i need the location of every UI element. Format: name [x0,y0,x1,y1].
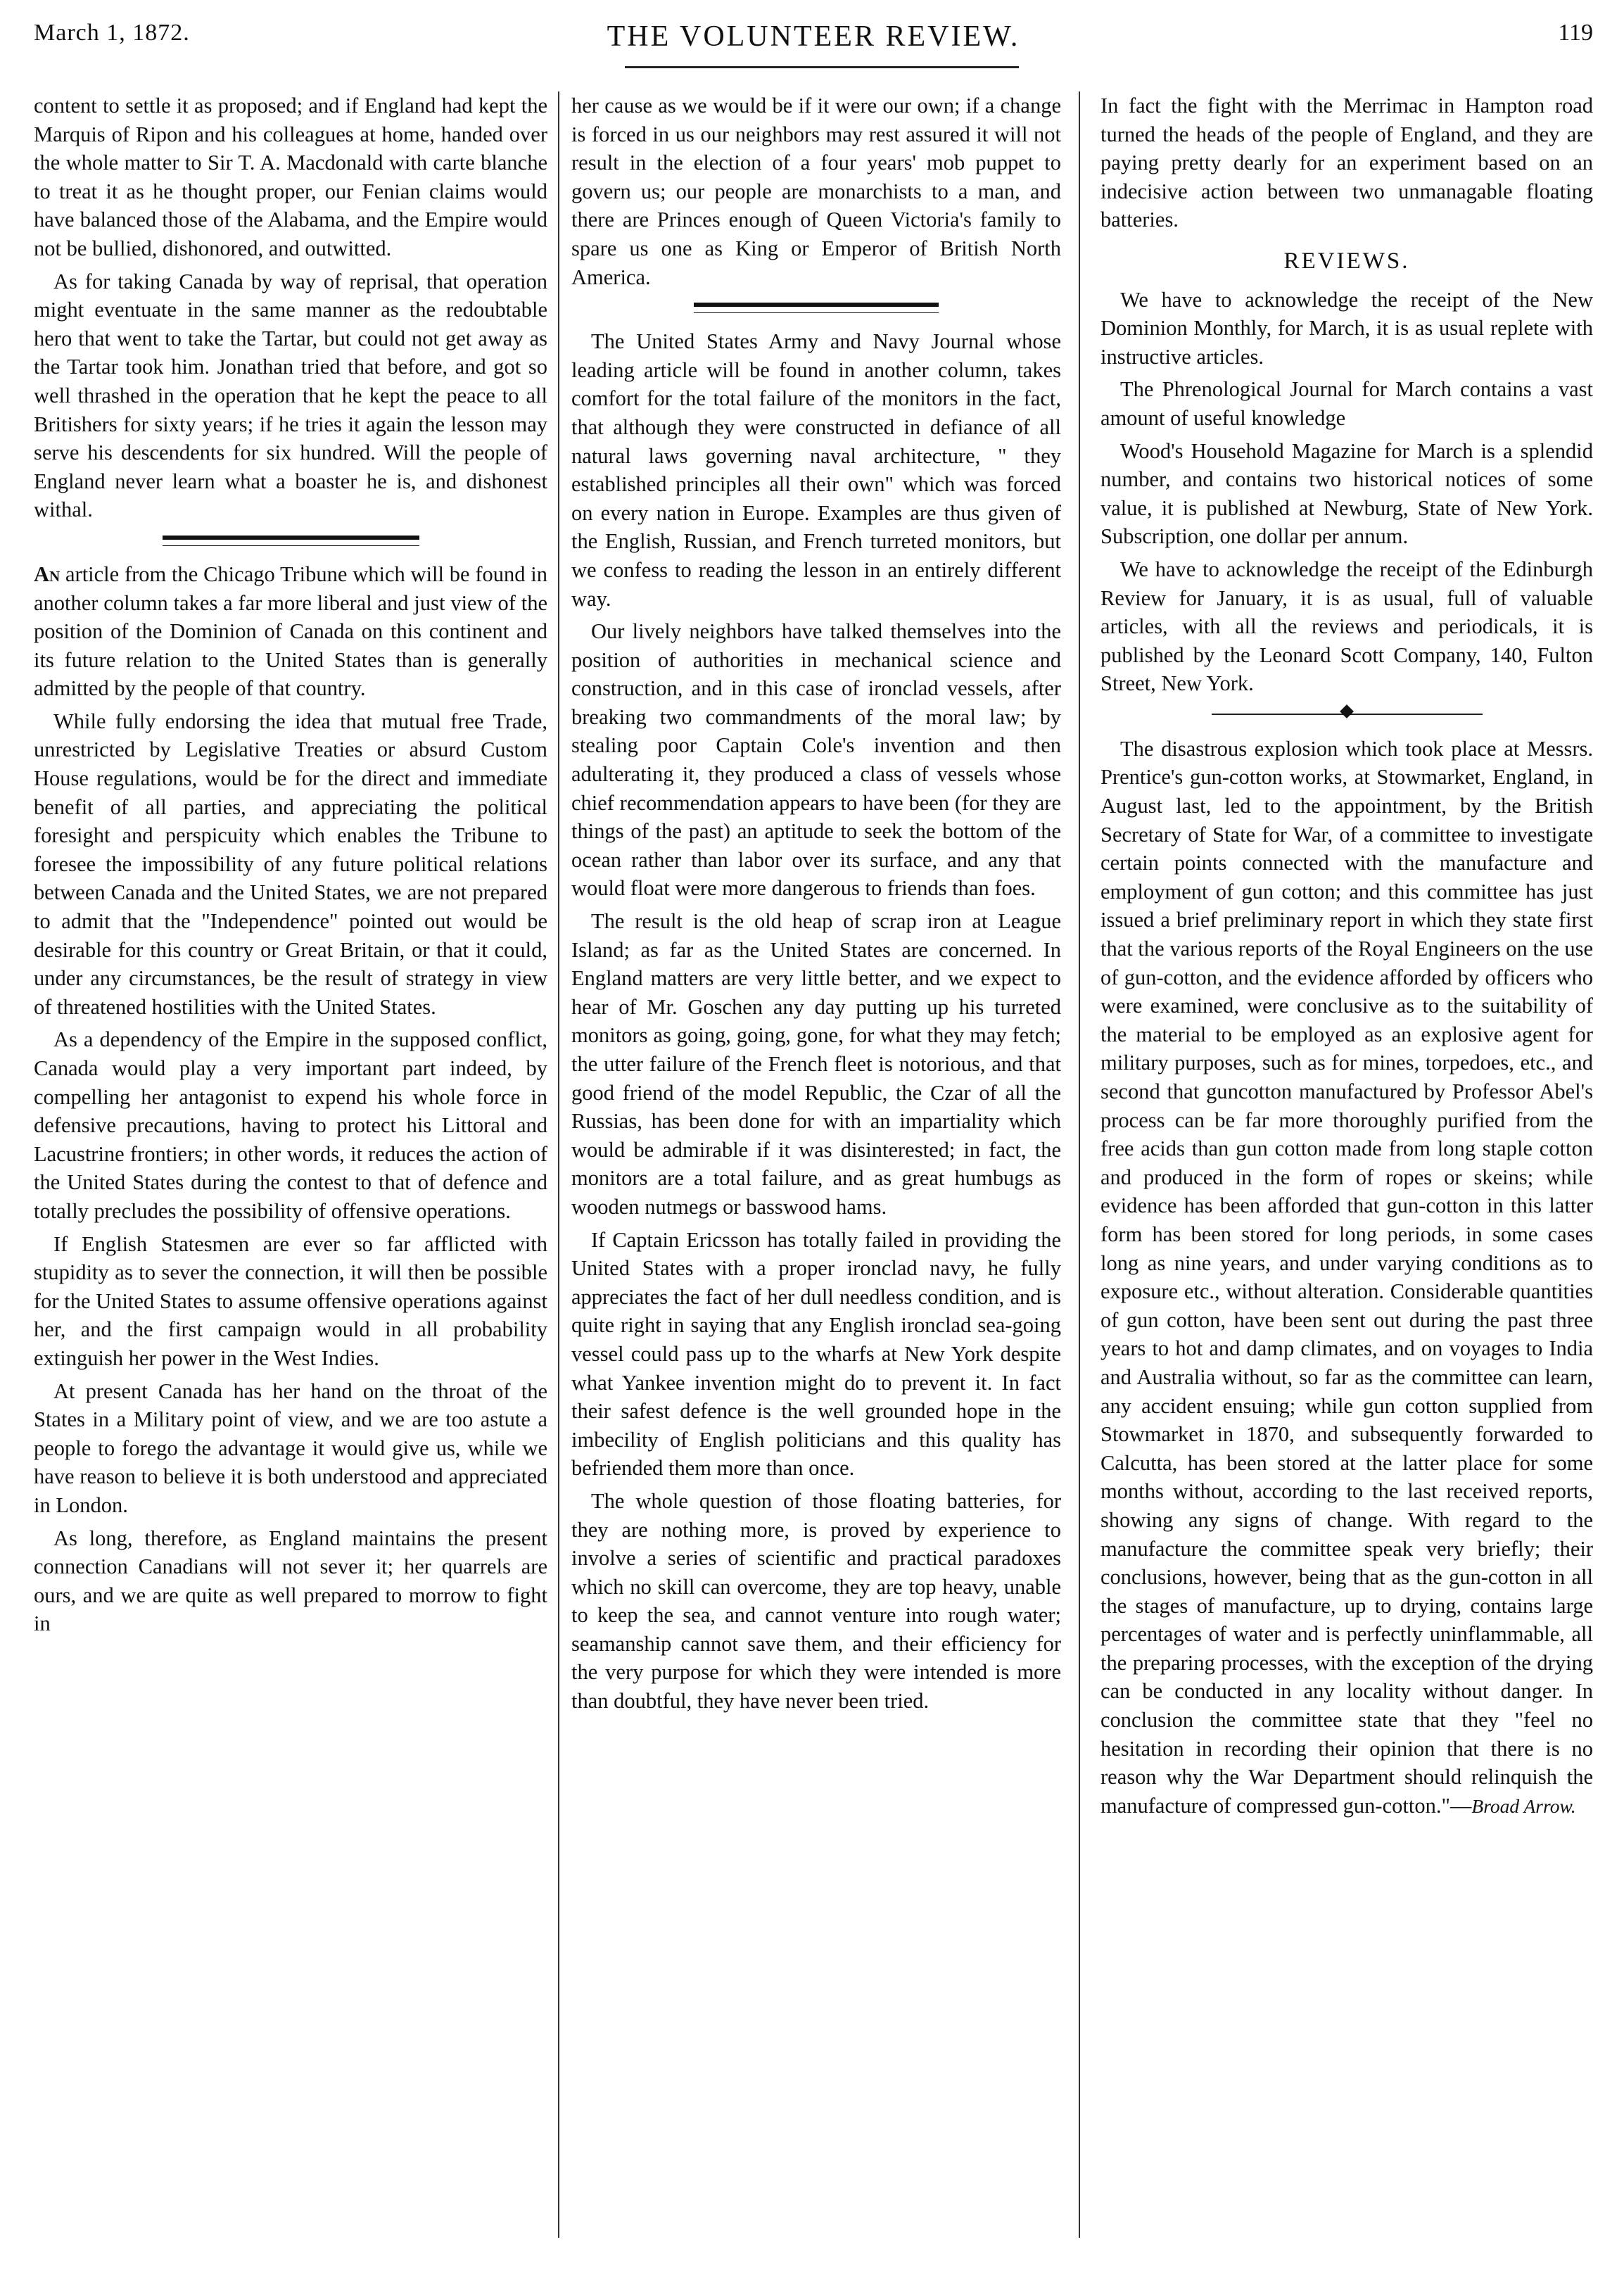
article-paragraph: While fully endorsing the idea that mutual free Trade, unrestricted by Legislative Treaties or absurd Custom House regulations, would be for the direct and immediate benefit of all parties, and appreciating the political foresight and perspicuity which enables the Tribune to foresee the impossibility of any future political relations between Canada and the United States, we are not prepared to admit that the "Independence" pointed out would be desirable for this country or Great Britain, or that it could, under any circumstances, be the result of strategy in view of threatened hostilities with the United States. [34,709,547,1019]
source-name: Broad Arrow. [1471,1794,1576,1817]
article-paragraph: As for taking Canada by way of reprisal, that operation might eventuate in the same manner as the redoubtable hero that went to take the Tartar, but could not get away as the Tartar took him. Jonathan tried that before, and got so well thrashed in the operation that he kept the peace to all Britishers for sixty years; if he tries it again the lesson may serve his descendents for six hundred. Will the people of England never learn what a boaster he is, and dishonest withal. [34,269,547,522]
article-paragraph: If Captain Ericsson has totally failed in providing the United States with a proper ironclad navy, he fully appreciates the fact of her dull needless condition, and is quite right in saying that any English ironclad sea-going vessel could pass up to the wharfs at New York despite what Yankee invention might do to prevent it. In fact their safest defence is the well grounded hope in the imbecility of English politicians and this quality has befriended them more than once. [571,1227,1061,1481]
column-divider [1079,91,1080,2238]
article-paragraph: At present Canada has her hand on the throat of the States in a Military point of view, and we are too astute a people to forego the advantage it would give us, while we have reason to believe it is both understood and appreciated in London. [34,1379,547,1517]
article-paragraph: As a dependency of the Empire in the supposed conflict, Canada would play a very important part indeed, by compelling her antagonist to expend his whole force in defensive precautions, having to protect his Littoral and Lacustrine frontiers; in other words, it reduces the action of the United States during the contest to that of defence and totally precludes the possibility of offensive operations. [34,1027,547,1223]
article-paragraph [34,560,547,703]
article-paragraph: her cause as we would be if it were our own; if a change is forced in us our neighbors may rest assured it will not result in the election of a four years' mob puppet to govern us; our people are monarchists to a man, and there are Princes enough of Queen Victoria's family to spare us one as King or Emperor of British North America. [571,94,1061,289]
article-paragraph: As long, therefore, as England maintains the present connection Canadians will not sever it; her quarrels are ours, and we are quite as well prepared to morrow to fight in [34,1526,547,1636]
masthead-title: THE VOLUNTEER REVIEW. [607,20,1020,53]
review-paragraph: We have to acknowledge the receipt of the Edinburgh Review for January, it is as usual, full of valuable articles, with all the reviews and periodicals, it is published by the Leonard Scott Company, 140, Fulton Street, New York. [1100,557,1593,696]
article-paragraph: Our lively neighbors have talked themselves into the position of authorities in mechanical science and construction, and in this case of ironclad vessels, after breaking two commandments of the moral law; by stealing poor Captain Cole's invention and then adulterating it, they produced a class of vessels whose chief recommendation appears to have been (for they are things of the past) an aptitude to seek the bottom of the ocean rather than labor over its surface, and any that would float were more dangerous to friends than foes. [571,619,1061,901]
section-heading: REVIEWS. [1283,248,1410,274]
section-separator [163,536,419,546]
article-paragraph: In fact the fight with the Merrimac in Hampton road turned the heads of the people of England, and they are paying pretty dearly for an experiment based on an indecisive action between two unmanagable floating batteries. [1100,94,1593,232]
column-right [1100,91,1593,1824]
review-paragraph: The Phrenological Journal for March contains a vast amount of useful knowledge [1100,377,1593,430]
article-paragraph: If English Statesmen are ever so far afflicted with stupidity as to sever the connection, it will then be possible for the United States to assume offensive operations against her, and the first campaign would in all probability extinguish her power in the West Indies. [34,1231,547,1370]
page-number: 119 [1558,20,1593,46]
article-paragraph: The whole question of those floating batteries, for they are nothing more, is proved by experience to involve a series of scientific and practical paradoxes which no skill can overcome, they are top heavy, unable to keep the sea, and cannot venture into rough water; seamanship cannot save them, and their efficiency for the very purpose for which they were intended is more than doubtful, they have never been tried. [571,1488,1061,1713]
review-paragraph: We have to acknowledge the receipt of the New Dominion Monthly, for March, it is as usual replete with instructive articles. [1100,287,1593,369]
lead-word: An [34,562,61,586]
masthead-rule [625,66,1019,68]
diamond-ornament-icon [1340,704,1354,718]
ornamental-separator [1212,711,1483,718]
paragraph-text: The disastrous explosion which took place at Messrs. Prentice's gun-cotton works, at Stowmarket, England, in August last, led to the appointment, by the British Secretary of State for War, of a committee to investigate certain points connected with the manufacture and employment of gun cotton; and this committee has just issued a brief preliminary report in which they state first that the various reports of the Royal Engineers on the use of gun-cotton, and the evidence afforded by officers who were examined, were conclusive as to the suitability of the material to be employed as an explosive agent for military purposes, such as for mines, torpedoes, etc., and second that guncotton manufactured by Professor Abel's process can be far more thoroughly purified from the free acids than gun cotton made from long staple cotton and produced in the form of ropes or skeins; while evidence has been afforded that gun-cotton in this latter form has been stored for long periods, in some cases long as nine years, and under varying conditions as to exposure etc., without alteration. Considerable quantities of gun cotton, have been sent out during the past three years to hot and damp climates, and on voyages to India and Australia without, so far as the committee can learn, any accident ensuing; while gun cotton supplied from Stowmarket in 1870, and subsequently forwarded to Calcutta, has been stored at the latter place for some months without, according to the last received reports, showing any signs of change. With regard to the manufacture the committee speak very briefly; their conclusions, however, being that as the gun-cotton in all the stages of manufacture, up to drying, contains large percentages of water and is perfectly uninflammable, all the preparing processes, with the exception of the drying can be conducted in any locality without danger. In conclusion the committee state that they "feel no hesitation in recording their opinion that there is no reason why the War Department should relinquish the manufacture of compressed gun-cotton."— [1100,736,1593,1818]
article-paragraph: content to settle it as proposed; and if England had kept the Marquis of Ripon and his colleagues at home, handed over the whole matter to Sir T. A. Macdonald with carte blanche to treat it as he thought proper, our Fenian claims would have balanced those of the Alabama, and the Empire would not be bullied, dishonored, and outwitted. [34,94,547,260]
column-middle [571,91,1061,1720]
review-paragraph: Wood's Household Magazine for March is a splendid number, and contains two historical notices of some value, it is published at Newburg, State of New York. Subscription, one dollar per annum. [1100,438,1593,549]
article-paragraph: The United States Army and Navy Journal whose leading article will be found in another column, takes comfort for the total failure of the monitors in the fact, that although they were constructed in defiance of all natural laws governing naval architecture, " they established principles all their own" which was forced on every nation in Europe. Examples are thus given of the English, Russian, and French turreted monitors, but we confess to reading the lesson in an entirely different way. [571,329,1061,611]
issue-date: March 1, 1872. [34,20,190,46]
column-divider [558,91,559,2238]
page-header [34,20,1593,62]
article-paragraph [1100,735,1593,1820]
paragraph-text: article from the Chicago Tribune which will be found in another column takes a far more liberal and just view of the position of the Dominion of Canada on this continent and its future relation to the United States than is generally admitted by the people of that country. [34,562,548,701]
article-paragraph: The result is the old heap of scrap iron at League Island; as far as the United States are concerned. In England matters are very little better, and we expect to hear of Mr. Goschen any day putting up his turreted monitors as going, going, gone, for what they may fetch; the utter failure of the French fleet is notorious, and that good friend of the model Republic, the Czar of all the Russias, has been done for with an impartiality which would be admirable if it was disinterested; in fact, the monitors are a total failure, and as great humbugs as wooden nutmegs or basswood hams. [571,909,1061,1219]
section-separator [694,303,939,313]
column-left [34,91,547,1642]
article-source [1471,1795,1575,1817]
